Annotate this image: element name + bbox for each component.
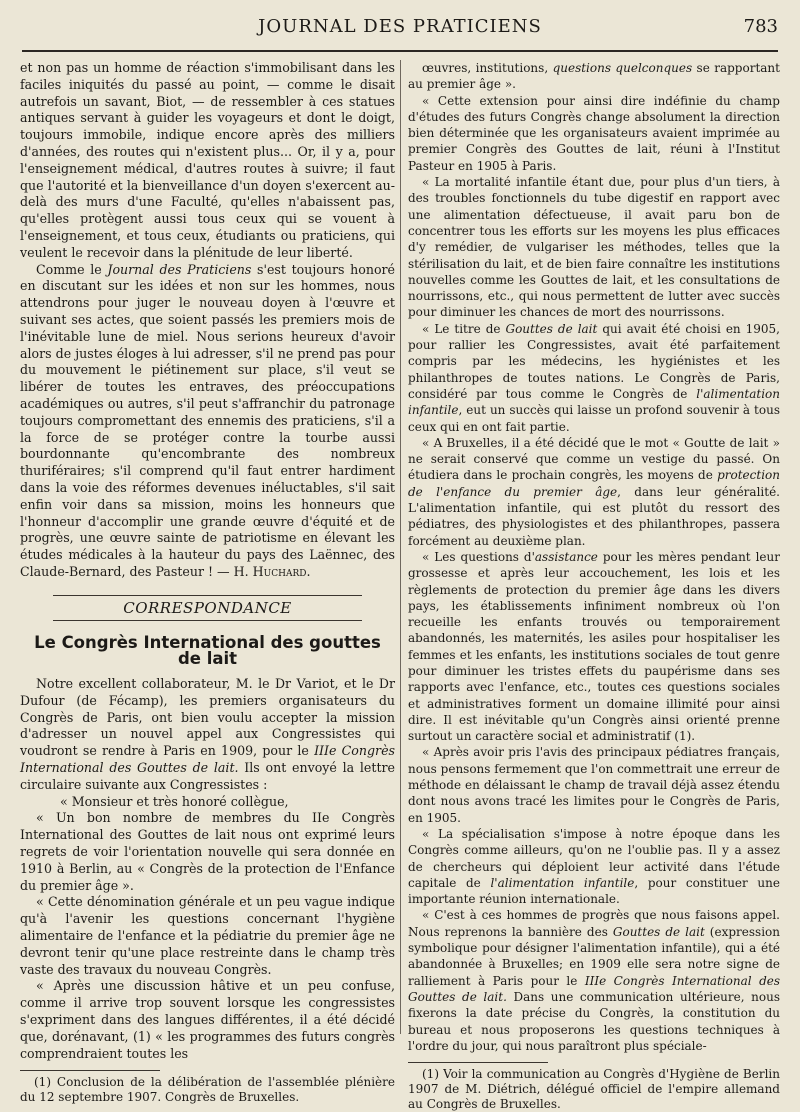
paragraph (408, 549, 780, 745)
paragraph (408, 826, 780, 907)
paragraph: « Cette dénomination générale et un peu vague indique qu'à l'avenir les questions concernant l'hygiène alimentaire de l'enfance et la pédiatrie du premier âge ne devront tenir qu'une place restreinte dans le champ très vaste des travaux du nouveau Congrès. (20, 894, 395, 977)
paragraph (408, 321, 780, 435)
text-run: Dans une communication ultérieure, nous fixerons la date précise du Congrès, la constitution du bureau et nous proposerons les questions techniques à l'ordre du jour, qui nous paraîtront plus spéciale- (408, 989, 781, 1053)
text-run: , pour constituer une importante réunion internationale. (408, 875, 780, 907)
author-signature: H. Huchard. (233, 563, 311, 579)
paragraph (408, 907, 780, 1054)
emphasis: assistance (534, 549, 598, 564)
paragraph: « Cette extension pour ainsi dire indéfinie du champ d'études des futurs Congrès change absolument la direction bien déterminée que les organisateurs avaient imprimée au premier Congrès des Gouttes de lait, réuni à l'Institut Pasteur en 1905 à Paris. (408, 93, 780, 173)
text-run: œuvres, institutions, (422, 61, 553, 75)
paragraph (20, 262, 395, 581)
paragraph (408, 435, 780, 549)
footnote: (1) Conclusion de la délibération de l'assemblée plénière du 12 septembre 1907. Congrès de Bruxelles. (20, 1075, 395, 1105)
left-column (20, 60, 396, 1105)
text-run: Ils ont envoyé la lettre circulaire suivante aux Congressistes : (20, 760, 395, 792)
journal-name: Journal des Praticiens (107, 261, 252, 277)
text-run: se rapportant au premier âge ». (408, 61, 780, 92)
article-title: Le Congrès International des gouttes de lait (34, 632, 381, 669)
right-column (408, 60, 781, 1112)
text-run: « Les questions d' (422, 549, 535, 564)
footnote-rule (20, 1070, 160, 1071)
text-run: « La spécialisation s'impose à notre époque dans les Congrès comme ailleurs, qu'on ne l'oublie pas. Il y a assez de chercheurs qui déploient leur activité dans l'étude capitale de (408, 826, 780, 890)
text-run: (expression symbolique pour désigner l'alimentation infantile), qui a été abandonnée à Bruxelles; en 1909 elle sera notre signe de ralliement à Paris pour le (408, 924, 780, 988)
emphasis: l'alimentation infantile (490, 875, 635, 890)
paragraph (20, 676, 395, 794)
text-run: s'est toujours honoré en discutant sur les idées et non sur les hommes, nous attendrons pour juger le nouveau doyen à l'œuvre et suivant ses actes, que soient passés les premiers mois de l'inévitable lune de miel. Nous serions heureux d'avoir alors de justes éloges à lui adresser, s'il ne prend pas pour du mouvement le piétinement sur place, s'il veut se libérer de toutes les entraves, des préoccupations académiques ou autres, s'il peut s'affranchir du patronage toujours compromettant des ennemis des praticiens, s'il a la force de se protéger contre la tourbe aussi bourdonnante qu'encombrante des nombreux thuriféraires; s'il comprend qu'il faut entrer hardiment dans la voie des réformes devenues inéluctables, s'il sait enfin voir dans sa mission, moins les honneurs que l'honneur d'accomplir une grande œuvre d'équité et de progrès, une œuvre sainte de patriotisme en élevant les études médicales à la hauteur du pays des Laënnec, des Claude-Bernard, des Pasteur ! — (20, 261, 396, 579)
text-run: , eut un succès qui laisse un profond souvenir à tous ceux qui en ont fait partie. (408, 403, 780, 434)
correspondance-heading: CORRESPONDANCE (53, 595, 362, 621)
page-number: 783 (743, 16, 778, 37)
paragraph: « La mortalité infantile étant due, pour plus d'un tiers, à des troubles fonctionnels du tube digestif en rapport avec une alimentation défectueuse, il avait paru bon de concentrer tous les efforts sur les moyens les plus efficaces d'y remédier, de vulgariser les méthodes, telles que la stérilisation du lait, et de bien faire connaître les institutions nouvelles comme les Gouttes de lait, et les consultations de nourrissons, etc., qui nous permettent de lutter avec succès pour diminuer les chances de mort des nourrissons. (408, 175, 780, 320)
text-run: « Le titre de (422, 321, 506, 336)
emphasis: questions quelconques (552, 61, 693, 75)
text-run: qui avait été choisi en 1905, pour rallier les Congressistes, avait été parfaitement compris par les médecins, les hygiénistes et les philanthropes de toutes nations. Le Congrès de Paris, considéré par tous comme le Congrès de (408, 321, 780, 401)
paragraph: et non pas un homme de réaction s'immobilisant dans les faciles iniquités du passé au point, — comme le disait autrefois un savant, Biot, — de ressembler à ces statues antiques servant à guider les voyageurs et dont le doigt, toujours immobile, indique encore après des milliers d'années, des routes qui n'existent plus... Or, il y a, pour l'enseignement médical, d'autres routes à suivre; il faut que l'autorité et la bienveillance d'un doyen s'exercent au-delà des murs d'une Faculté, qu'elles n'abaissent pas, qu'elles protègent aussi tous ceux qui se vouent à l'enseignement, et tous ceux, étudiants ou praticiens, qui veulent le recevoir dans la plénitude de leur liberté. (20, 60, 395, 260)
text-run: « A Bruxelles, il a été décidé que le mot « Goutte de lait » ne serait conservé que comme un vestige du passé. On étudiera dans le prochain congrès, les moyens de (408, 435, 780, 483)
text-run: Comme le (36, 261, 108, 277)
paragraph: « Un bon nombre de membres du IIe Congrès International des Gouttes de lait nous ont exprimé leurs regrets de voir l'orientation nouvelle qui sera donnée en 1910 à Berlin, au « Congrès de la protection de l'Enfance du premier âge ». (20, 810, 395, 893)
footnote-rule (408, 1062, 548, 1063)
emphasis: Gouttes de lait (505, 321, 598, 336)
page-header (22, 10, 778, 52)
emphasis: Gouttes de lait (612, 924, 705, 939)
paragraph: « Après avoir pris l'avis des principaux pédiatres français, nous pensons fermement que l'on commettrait une erreur de méthode en délaissant le champ de travail déjà assez étendu dont nous avons tracé les limites pour le Congrès de Paris, en 1905. (408, 745, 781, 825)
text-run: Notre excellent collaborateur, M. le Dr Variot, et le Dr Dufour (de Fécamp), les premiers organisateurs du Congrès de Paris, ont bien voulu accepter la mission d'adresser un nouvel appel aux Congressistes qui voudront se rendre à Paris en 1909, pour le (20, 676, 395, 759)
footnote: (1) Voir la communication au Congrès d'Hygiène de Berlin 1907 de M. Diétrich, délégué officiel de l'empire allemand au Congrès de Bruxelles. (408, 1067, 780, 1112)
section-banner (20, 595, 395, 621)
text-run: , dans leur généralité. L'alimentation infantile, qui est plutôt du ressort des pédiatres, des physiologistes et des philanthropes, passera forcément au deuxième plan. (408, 484, 780, 548)
salutation: « Monsieur et très honoré collègue, (60, 793, 289, 809)
congress-name: IIIe Congrès International des Gouttes de lait. (20, 743, 395, 776)
congress-name: IIIe Congrès International des Gouttes de lait. (408, 973, 781, 1004)
text-run: « C'est à ces hommes de progrès que nous faisons appel. Nous reprenons la bannière des (408, 908, 780, 939)
text-run: pour les mères pendant leur grossesse et après leur accouchement, les lois et les règlements de protection du premier âge dans les divers pays, les établissements infiniment nombreux où l'on recueille les enfants trouvés ou temporairement abandonnés, les maternités, les asiles pour hospitaliser les femmes et les enfants, les institutions sociales de tout genre pour diminuer les tristes effets du paupérisme dans ses rapports avec l'enfance, etc., toutes ces questions sociales et administratives forment un domaine illimité pour ainsi dire. Il est inévitable qu'un Congrès ainsi orienté prenne surtout un caractère social et administratif (1). (408, 549, 780, 744)
column-divider (400, 60, 401, 1034)
emphasis: protection de l'enfance du premier âge (408, 468, 780, 499)
emphasis: l'alimentation infantile (408, 386, 780, 418)
paragraph: « Après une discussion hâtive et un peu confuse, comme il arrive trop souvent lorsque les congressistes s'expriment dans des langues différentes, il a été décidé que, dorénavant, (1) « les programmes des futurs congrès comprendraient toutes les (20, 978, 395, 1061)
paragraph (408, 60, 780, 93)
journal-title: JOURNAL DES PRATICIENS (258, 16, 542, 37)
